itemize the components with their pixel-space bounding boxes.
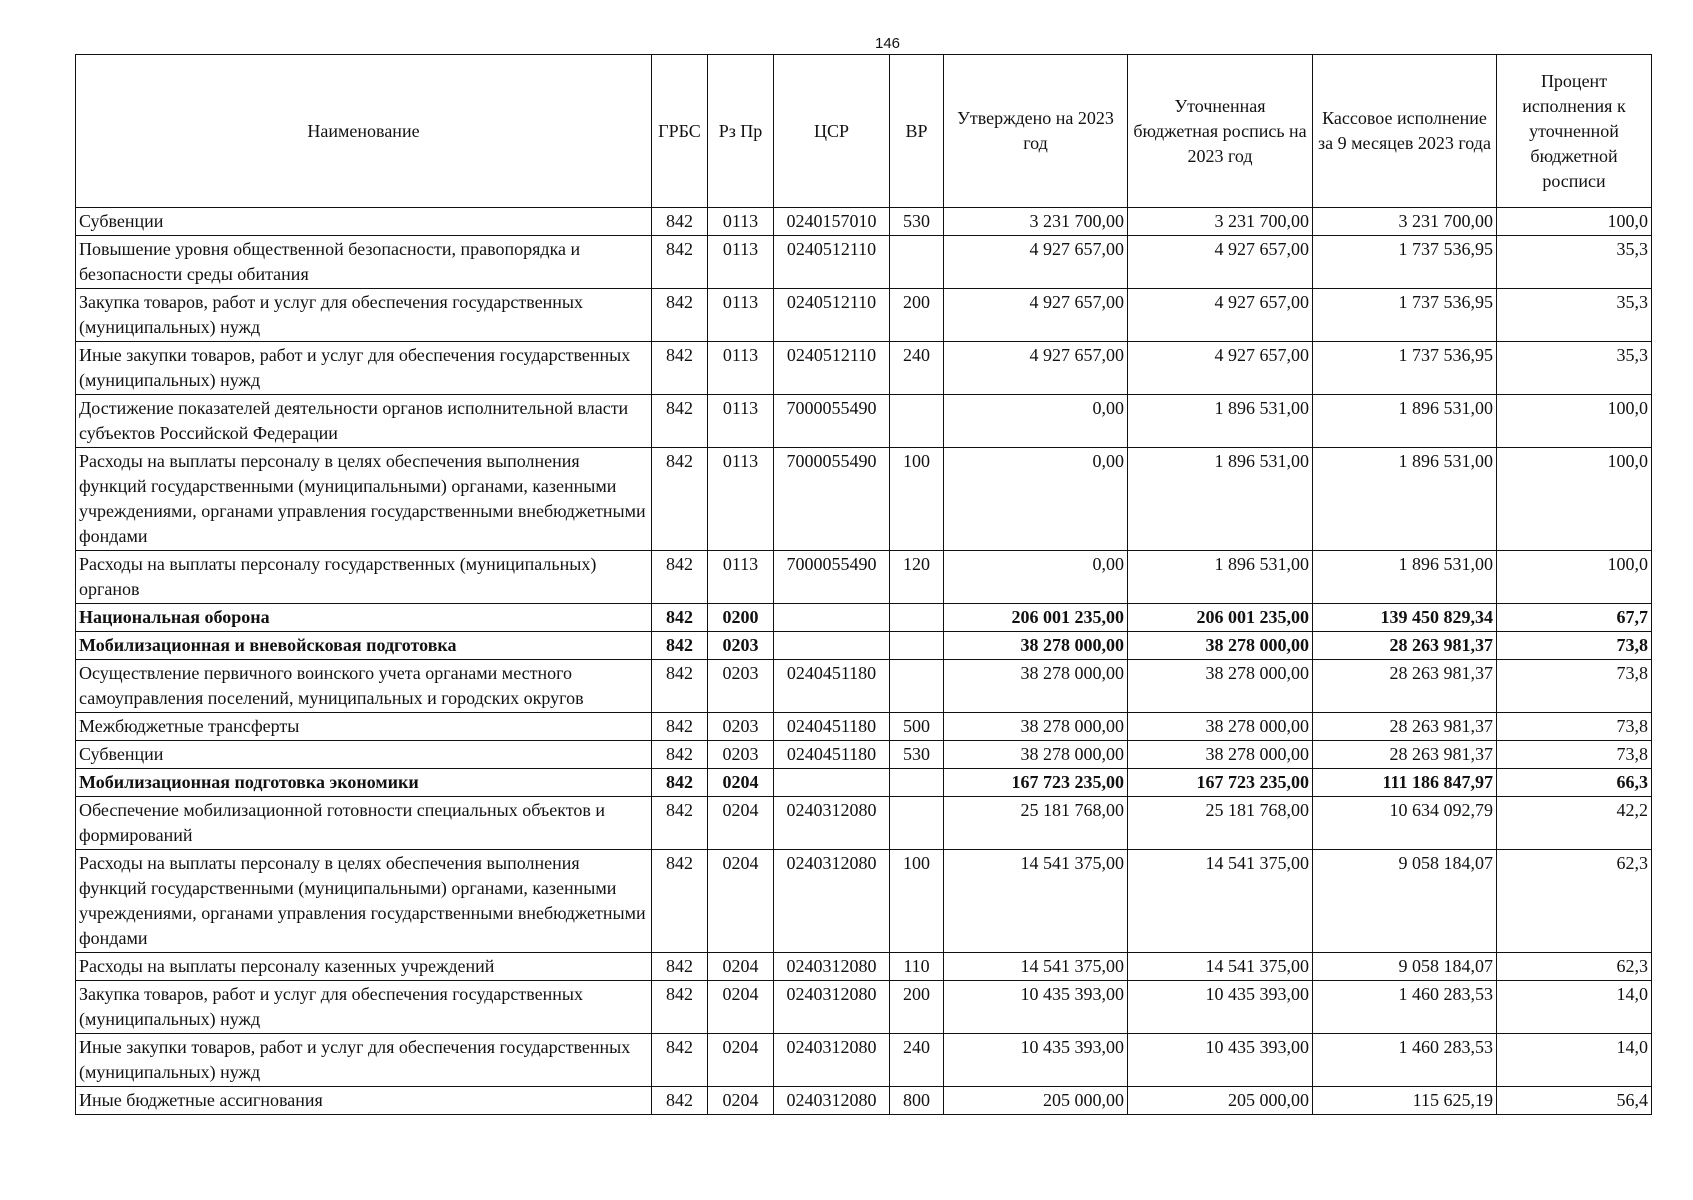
cell-name: Иные бюджетные ассигнования bbox=[76, 1087, 652, 1115]
cell-refined: 25 181 768,00 bbox=[1128, 797, 1313, 850]
header-executed: Кассовое исполнение за 9 месяцев 2023 года bbox=[1313, 55, 1497, 208]
cell-grbs: 842 bbox=[652, 1034, 708, 1087]
cell-rzpr: 0204 bbox=[708, 953, 774, 981]
cell-approved: 0,00 bbox=[944, 448, 1128, 551]
cell-grbs: 842 bbox=[652, 713, 708, 741]
header-grbs: ГРБС bbox=[652, 55, 708, 208]
cell-vr: 100 bbox=[890, 448, 944, 551]
cell-executed: 9 058 184,07 bbox=[1313, 850, 1497, 953]
header-refined: Уточненная бюджетная роспись на 2023 год bbox=[1128, 55, 1313, 208]
cell-approved: 4 927 657,00 bbox=[944, 342, 1128, 395]
cell-vr: 200 bbox=[890, 981, 944, 1034]
cell-name: Расходы на выплаты персоналу в целях обеспечения выполнения функций государственными (муниципальными) органами, казенными учреждениями, органами управления государственными внебюджетными фондами bbox=[76, 448, 652, 551]
cell-percent: 73,8 bbox=[1497, 713, 1652, 741]
cell-name: Субвенции bbox=[76, 741, 652, 769]
cell-executed: 1 737 536,95 bbox=[1313, 289, 1497, 342]
cell-grbs: 842 bbox=[652, 981, 708, 1034]
cell-grbs: 842 bbox=[652, 448, 708, 551]
header-vr: ВР bbox=[890, 55, 944, 208]
cell-rzpr: 0113 bbox=[708, 289, 774, 342]
cell-grbs: 842 bbox=[652, 741, 708, 769]
table-row bbox=[76, 289, 1652, 342]
cell-name: Расходы на выплаты персоналу государственных (муниципальных) органов bbox=[76, 551, 652, 604]
cell-grbs: 842 bbox=[652, 660, 708, 713]
cell-rzpr: 0204 bbox=[708, 769, 774, 797]
cell-csr bbox=[774, 604, 890, 632]
cell-approved: 206 001 235,00 bbox=[944, 604, 1128, 632]
cell-percent: 35,3 bbox=[1497, 236, 1652, 289]
cell-csr: 0240512110 bbox=[774, 342, 890, 395]
cell-grbs: 842 bbox=[652, 604, 708, 632]
cell-refined: 38 278 000,00 bbox=[1128, 632, 1313, 660]
cell-name: Обеспечение мобилизационной готовности специальных объектов и формирований bbox=[76, 797, 652, 850]
cell-rzpr: 0113 bbox=[708, 208, 774, 236]
cell-approved: 25 181 768,00 bbox=[944, 797, 1128, 850]
cell-rzpr: 0204 bbox=[708, 981, 774, 1034]
cell-approved: 167 723 235,00 bbox=[944, 769, 1128, 797]
cell-percent: 100,0 bbox=[1497, 395, 1652, 448]
cell-csr: 0240312080 bbox=[774, 1034, 890, 1087]
cell-csr: 7000055490 bbox=[774, 395, 890, 448]
cell-vr bbox=[890, 660, 944, 713]
table-row bbox=[76, 208, 1652, 236]
cell-percent: 100,0 bbox=[1497, 551, 1652, 604]
cell-name: Субвенции bbox=[76, 208, 652, 236]
cell-csr: 0240451180 bbox=[774, 713, 890, 741]
cell-approved: 4 927 657,00 bbox=[944, 236, 1128, 289]
table-row bbox=[76, 981, 1652, 1034]
cell-rzpr: 0203 bbox=[708, 713, 774, 741]
cell-approved: 14 541 375,00 bbox=[944, 850, 1128, 953]
cell-percent: 62,3 bbox=[1497, 953, 1652, 981]
table-row bbox=[76, 741, 1652, 769]
cell-vr bbox=[890, 797, 944, 850]
cell-rzpr: 0113 bbox=[708, 342, 774, 395]
cell-percent: 67,7 bbox=[1497, 604, 1652, 632]
page-number: 146 bbox=[874, 35, 901, 52]
cell-percent: 35,3 bbox=[1497, 342, 1652, 395]
cell-grbs: 842 bbox=[652, 769, 708, 797]
cell-csr bbox=[774, 769, 890, 797]
cell-refined: 4 927 657,00 bbox=[1128, 342, 1313, 395]
cell-vr bbox=[890, 632, 944, 660]
cell-percent: 14,0 bbox=[1497, 1034, 1652, 1087]
cell-percent: 73,8 bbox=[1497, 741, 1652, 769]
cell-name: Достижение показателей деятельности органов исполнительной власти субъектов Российской Федерации bbox=[76, 395, 652, 448]
cell-name: Межбюджетные трансферты bbox=[76, 713, 652, 741]
cell-rzpr: 0203 bbox=[708, 741, 774, 769]
cell-grbs: 842 bbox=[652, 1087, 708, 1115]
cell-executed: 28 263 981,37 bbox=[1313, 713, 1497, 741]
table-row bbox=[76, 395, 1652, 448]
table-row bbox=[76, 1087, 1652, 1115]
cell-refined: 1 896 531,00 bbox=[1128, 448, 1313, 551]
cell-approved: 38 278 000,00 bbox=[944, 632, 1128, 660]
cell-name: Расходы на выплаты персоналу казенных учреждений bbox=[76, 953, 652, 981]
cell-percent: 62,3 bbox=[1497, 850, 1652, 953]
cell-vr: 530 bbox=[890, 208, 944, 236]
cell-vr: 120 bbox=[890, 551, 944, 604]
cell-executed: 111 186 847,97 bbox=[1313, 769, 1497, 797]
header-percent: Процент исполнения к уточненной бюджетной росписи bbox=[1497, 55, 1652, 208]
cell-grbs: 842 bbox=[652, 342, 708, 395]
table-row bbox=[76, 1034, 1652, 1087]
table-header bbox=[76, 55, 1652, 208]
cell-executed: 1 896 531,00 bbox=[1313, 448, 1497, 551]
cell-rzpr: 0204 bbox=[708, 1034, 774, 1087]
header-csr: ЦСР bbox=[774, 55, 890, 208]
cell-grbs: 842 bbox=[652, 208, 708, 236]
cell-rzpr: 0113 bbox=[708, 551, 774, 604]
cell-name: Иные закупки товаров, работ и услуг для обеспечения государственных (муниципальных) нужд bbox=[76, 1034, 652, 1087]
cell-name: Закупка товаров, работ и услуг для обеспечения государственных (муниципальных) нужд bbox=[76, 289, 652, 342]
cell-csr: 0240312080 bbox=[774, 1087, 890, 1115]
cell-approved: 38 278 000,00 bbox=[944, 660, 1128, 713]
header-rzpr: Рз Пр bbox=[708, 55, 774, 208]
cell-vr: 200 bbox=[890, 289, 944, 342]
cell-grbs: 842 bbox=[652, 551, 708, 604]
cell-executed: 9 058 184,07 bbox=[1313, 953, 1497, 981]
cell-approved: 38 278 000,00 bbox=[944, 713, 1128, 741]
cell-name: Расходы на выплаты персоналу в целях обеспечения выполнения функций государственными (муниципальными) органами, казенными учреждениями, органами управления государственными внебюджетными фондами bbox=[76, 850, 652, 953]
cell-refined: 4 927 657,00 bbox=[1128, 289, 1313, 342]
cell-name: Осуществление первичного воинского учета органами местного самоуправления поселений, муниципальных и городских округов bbox=[76, 660, 652, 713]
cell-name: Повышение уровня общественной безопасности, правопорядка и безопасности среды обитания bbox=[76, 236, 652, 289]
cell-executed: 28 263 981,37 bbox=[1313, 741, 1497, 769]
cell-vr: 240 bbox=[890, 342, 944, 395]
cell-executed: 1 737 536,95 bbox=[1313, 236, 1497, 289]
cell-csr: 7000055490 bbox=[774, 551, 890, 604]
cell-refined: 10 435 393,00 bbox=[1128, 981, 1313, 1034]
cell-rzpr: 0113 bbox=[708, 448, 774, 551]
cell-approved: 205 000,00 bbox=[944, 1087, 1128, 1115]
table-row bbox=[76, 448, 1652, 551]
cell-csr: 0240157010 bbox=[774, 208, 890, 236]
cell-refined: 38 278 000,00 bbox=[1128, 660, 1313, 713]
cell-executed: 1 460 283,53 bbox=[1313, 981, 1497, 1034]
cell-grbs: 842 bbox=[652, 632, 708, 660]
cell-vr: 800 bbox=[890, 1087, 944, 1115]
cell-rzpr: 0204 bbox=[708, 797, 774, 850]
cell-vr: 530 bbox=[890, 741, 944, 769]
cell-refined: 205 000,00 bbox=[1128, 1087, 1313, 1115]
cell-grbs: 842 bbox=[652, 850, 708, 953]
cell-grbs: 842 bbox=[652, 395, 708, 448]
cell-name: Мобилизационная подготовка экономики bbox=[76, 769, 652, 797]
cell-executed: 10 634 092,79 bbox=[1313, 797, 1497, 850]
cell-rzpr: 0203 bbox=[708, 632, 774, 660]
cell-csr bbox=[774, 632, 890, 660]
cell-refined: 14 541 375,00 bbox=[1128, 850, 1313, 953]
cell-rzpr: 0113 bbox=[708, 236, 774, 289]
cell-percent: 100,0 bbox=[1497, 208, 1652, 236]
cell-percent: 14,0 bbox=[1497, 981, 1652, 1034]
cell-vr bbox=[890, 236, 944, 289]
cell-csr: 0240312080 bbox=[774, 981, 890, 1034]
table-row bbox=[76, 713, 1652, 741]
table-row bbox=[76, 632, 1652, 660]
cell-percent: 73,8 bbox=[1497, 660, 1652, 713]
cell-name: Национальная оборона bbox=[76, 604, 652, 632]
cell-rzpr: 0200 bbox=[708, 604, 774, 632]
table-row bbox=[76, 769, 1652, 797]
cell-csr: 0240512110 bbox=[774, 236, 890, 289]
cell-vr: 500 bbox=[890, 713, 944, 741]
cell-executed: 115 625,19 bbox=[1313, 1087, 1497, 1115]
cell-refined: 167 723 235,00 bbox=[1128, 769, 1313, 797]
cell-executed: 3 231 700,00 bbox=[1313, 208, 1497, 236]
cell-csr: 7000055490 bbox=[774, 448, 890, 551]
cell-grbs: 842 bbox=[652, 953, 708, 981]
cell-refined: 10 435 393,00 bbox=[1128, 1034, 1313, 1087]
cell-executed: 1 737 536,95 bbox=[1313, 342, 1497, 395]
cell-csr: 0240451180 bbox=[774, 741, 890, 769]
cell-csr: 0240451180 bbox=[774, 660, 890, 713]
table-row bbox=[76, 953, 1652, 981]
cell-csr: 0240312080 bbox=[774, 850, 890, 953]
cell-name: Мобилизационная и вневойсковая подготовка bbox=[76, 632, 652, 660]
cell-rzpr: 0113 bbox=[708, 395, 774, 448]
cell-grbs: 842 bbox=[652, 236, 708, 289]
cell-csr: 0240512110 bbox=[774, 289, 890, 342]
cell-refined: 4 927 657,00 bbox=[1128, 236, 1313, 289]
cell-percent: 42,2 bbox=[1497, 797, 1652, 850]
cell-name: Иные закупки товаров, работ и услуг для обеспечения государственных (муниципальных) нужд bbox=[76, 342, 652, 395]
cell-vr: 100 bbox=[890, 850, 944, 953]
cell-vr: 240 bbox=[890, 1034, 944, 1087]
cell-approved: 0,00 bbox=[944, 551, 1128, 604]
header-approved: Утверждено на 2023 год bbox=[944, 55, 1128, 208]
cell-rzpr: 0204 bbox=[708, 850, 774, 953]
cell-refined: 3 231 700,00 bbox=[1128, 208, 1313, 236]
cell-vr bbox=[890, 395, 944, 448]
cell-vr: 110 bbox=[890, 953, 944, 981]
budget-table bbox=[75, 54, 1652, 1115]
cell-executed: 28 263 981,37 bbox=[1313, 632, 1497, 660]
cell-approved: 3 231 700,00 bbox=[944, 208, 1128, 236]
table-row bbox=[76, 236, 1652, 289]
cell-rzpr: 0203 bbox=[708, 660, 774, 713]
table-row bbox=[76, 797, 1652, 850]
cell-vr bbox=[890, 604, 944, 632]
cell-csr: 0240312080 bbox=[774, 953, 890, 981]
table-body bbox=[76, 208, 1652, 1115]
cell-approved: 14 541 375,00 bbox=[944, 953, 1128, 981]
cell-approved: 38 278 000,00 bbox=[944, 741, 1128, 769]
cell-percent: 73,8 bbox=[1497, 632, 1652, 660]
cell-executed: 1 896 531,00 bbox=[1313, 551, 1497, 604]
cell-refined: 1 896 531,00 bbox=[1128, 551, 1313, 604]
header-name: Наименование bbox=[76, 55, 652, 208]
cell-percent: 100,0 bbox=[1497, 448, 1652, 551]
cell-approved: 4 927 657,00 bbox=[944, 289, 1128, 342]
cell-refined: 38 278 000,00 bbox=[1128, 741, 1313, 769]
cell-percent: 66,3 bbox=[1497, 769, 1652, 797]
cell-executed: 28 263 981,37 bbox=[1313, 660, 1497, 713]
cell-grbs: 842 bbox=[652, 289, 708, 342]
cell-csr: 0240312080 bbox=[774, 797, 890, 850]
cell-approved: 10 435 393,00 bbox=[944, 1034, 1128, 1087]
cell-rzpr: 0204 bbox=[708, 1087, 774, 1115]
cell-percent: 35,3 bbox=[1497, 289, 1652, 342]
cell-percent: 56,4 bbox=[1497, 1087, 1652, 1115]
table-row bbox=[76, 850, 1652, 953]
cell-grbs: 842 bbox=[652, 797, 708, 850]
cell-refined: 206 001 235,00 bbox=[1128, 604, 1313, 632]
cell-executed: 1 460 283,53 bbox=[1313, 1034, 1497, 1087]
table-row bbox=[76, 660, 1652, 713]
table-row bbox=[76, 604, 1652, 632]
cell-name: Закупка товаров, работ и услуг для обеспечения государственных (муниципальных) нужд bbox=[76, 981, 652, 1034]
cell-executed: 1 896 531,00 bbox=[1313, 395, 1497, 448]
cell-vr bbox=[890, 769, 944, 797]
cell-refined: 14 541 375,00 bbox=[1128, 953, 1313, 981]
cell-refined: 38 278 000,00 bbox=[1128, 713, 1313, 741]
table-row bbox=[76, 551, 1652, 604]
cell-approved: 10 435 393,00 bbox=[944, 981, 1128, 1034]
cell-refined: 1 896 531,00 bbox=[1128, 395, 1313, 448]
table-row bbox=[76, 342, 1652, 395]
header-row bbox=[76, 55, 1652, 208]
cell-approved: 0,00 bbox=[944, 395, 1128, 448]
cell-executed: 139 450 829,34 bbox=[1313, 604, 1497, 632]
